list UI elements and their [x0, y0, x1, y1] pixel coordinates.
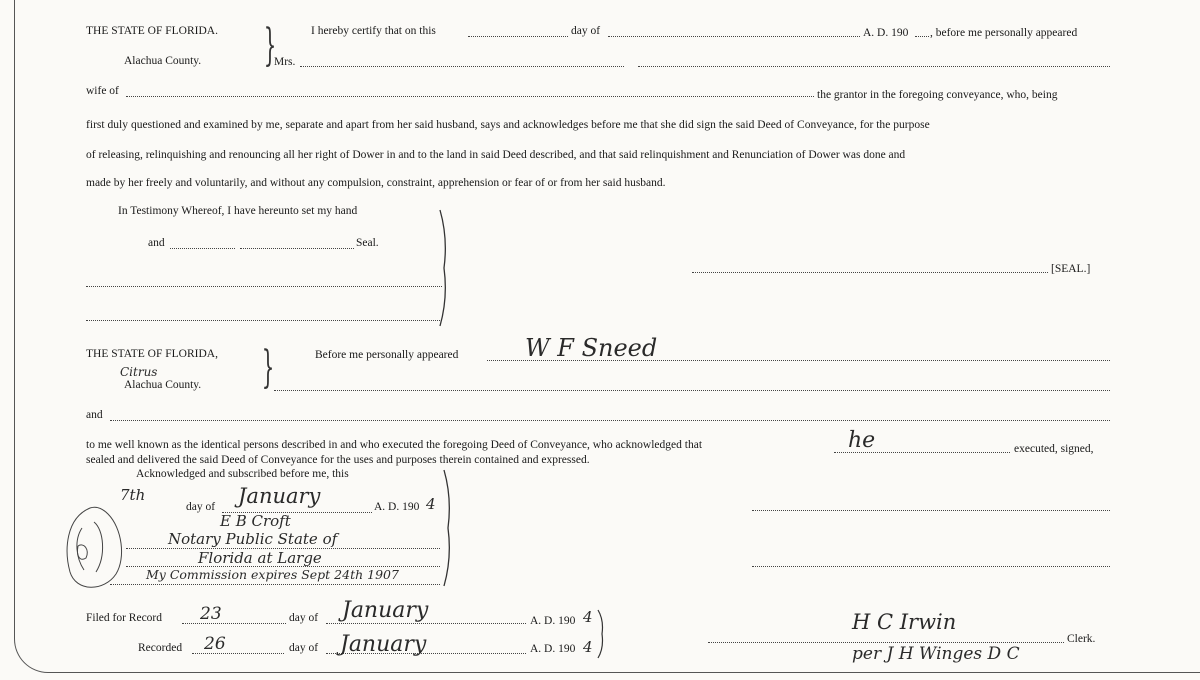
- wife-of-label: wife of: [86, 85, 119, 97]
- rec-day-of: day of: [289, 642, 319, 654]
- hand-blank[interactable]: [170, 248, 235, 249]
- filed-month-blank[interactable]: [326, 623, 526, 624]
- appeared-label: Before me personally appeared: [315, 349, 459, 361]
- state-heading: THE STATE OF FLORIDA.: [86, 25, 218, 37]
- appeared-signature: W F Sneed: [525, 334, 658, 362]
- clerk-signature: H C Irwin: [852, 610, 957, 634]
- notary-title: Notary Public State of: [168, 530, 338, 548]
- signature-line[interactable]: [692, 272, 1048, 273]
- appeared-text: , before me personally appeared: [930, 27, 1078, 39]
- appeared-blank-2[interactable]: [274, 390, 1110, 391]
- filing-bracket: [596, 608, 612, 660]
- body-line-3: of releasing, relinquishing and renouncing all her right of Dower in and to the land in said Deed described, and that said relinquishment and Renunciation of Dower was done and: [86, 149, 906, 161]
- day-of-label: day of: [571, 25, 601, 37]
- county-correction: Citrus: [120, 365, 158, 379]
- and-label: and: [148, 237, 165, 249]
- notary-line-1[interactable]: [126, 548, 440, 549]
- year-blank[interactable]: [915, 36, 929, 37]
- witness-bracket: [436, 208, 456, 328]
- sealed-text: sealed and delivered the said Deed of Conveyance for the uses and purposes therein contained and expressed.: [86, 454, 590, 466]
- deputy-signature: per J H Winges D C: [852, 644, 1020, 664]
- filed-day-of: day of: [289, 612, 319, 624]
- seal-label: [SEAL.]: [1051, 263, 1091, 275]
- brace: }: [263, 20, 277, 71]
- rec-day: 26: [204, 634, 226, 654]
- filed-day: 23: [200, 604, 222, 624]
- ack-year: 4: [426, 495, 436, 513]
- wife-of-blank[interactable]: [126, 96, 814, 97]
- notary-name: E B Croft: [220, 512, 291, 530]
- rec-year: 4: [583, 638, 593, 656]
- ack-ad: A. D. 190: [374, 501, 420, 513]
- notary-jurisdiction: Florida at Large: [198, 549, 322, 567]
- clerk-label: Clerk.: [1067, 633, 1096, 645]
- notary-seal-mark: [60, 500, 130, 596]
- notary-commission: My Commission expires Sept 24th 1907: [146, 567, 399, 582]
- mrs-blank-2[interactable]: [638, 66, 1110, 67]
- testimony-text: In Testimony Whereof, I have hereunto set my hand: [118, 205, 358, 217]
- seal-blank[interactable]: [240, 248, 354, 249]
- recorded-label: Recorded: [138, 642, 183, 654]
- and-label-2: and: [86, 409, 103, 421]
- brace-2: }: [261, 342, 275, 393]
- seal-word: Seal.: [356, 237, 379, 249]
- grantor-text: the grantor in the foregoing conveyance, who, being: [817, 89, 1058, 101]
- county-label-2: Alachua County.: [124, 379, 202, 391]
- ack-month: January: [238, 484, 321, 508]
- witness-line-1[interactable]: [86, 286, 442, 287]
- executed-text: executed, signed,: [1014, 443, 1094, 455]
- clerk-line[interactable]: [708, 642, 1064, 643]
- known-handwriting: he: [848, 428, 876, 453]
- filed-ad: A. D. 190: [530, 615, 576, 627]
- state-heading-2: THE STATE OF FLORIDA,: [86, 348, 218, 360]
- rec-ad: A. D. 190: [530, 643, 576, 655]
- county-label: Alachua County.: [124, 55, 202, 67]
- body-line-4: made by her freely and voluntarily, and without any compulsion, constraint, apprehension or fear of or from her said husband.: [86, 177, 666, 189]
- ack-bracket: [440, 468, 460, 588]
- mrs-label: Mrs.: [274, 56, 296, 68]
- ack-sign-line-2[interactable]: [752, 566, 1110, 567]
- mrs-blank[interactable]: [300, 66, 624, 67]
- month-blank[interactable]: [608, 36, 860, 37]
- day-blank[interactable]: [468, 36, 568, 37]
- rec-month: January: [340, 632, 427, 657]
- ack-day-of: day of: [186, 501, 216, 513]
- ack-sign-line-1[interactable]: [752, 510, 1110, 511]
- ad-year-label: A. D. 190: [863, 27, 909, 39]
- ack-text: Acknowledged and subscribed before me, this: [136, 468, 349, 480]
- and-blank[interactable]: [110, 420, 1110, 421]
- filed-label: Filed for Record: [86, 612, 163, 624]
- filed-month: January: [342, 598, 429, 623]
- notary-line-2[interactable]: [126, 566, 440, 567]
- filed-day-blank[interactable]: [182, 623, 286, 624]
- certify-text: I hereby certify that on this: [311, 25, 436, 37]
- body-line-2: first duly questioned and examined by me, separate and apart from her said husband, says and acknowledges before me that she did sign the said Deed of Conveyance, for the purpose: [86, 119, 930, 131]
- filed-year: 4: [583, 608, 593, 626]
- notary-line-3[interactable]: [110, 584, 440, 585]
- witness-line-2[interactable]: [86, 320, 442, 321]
- known-text: to me well known as the identical persons described in and who executed the foregoing Deed of Conveyance, who acknowledged that: [86, 439, 703, 451]
- ack-day: 7th: [120, 486, 146, 504]
